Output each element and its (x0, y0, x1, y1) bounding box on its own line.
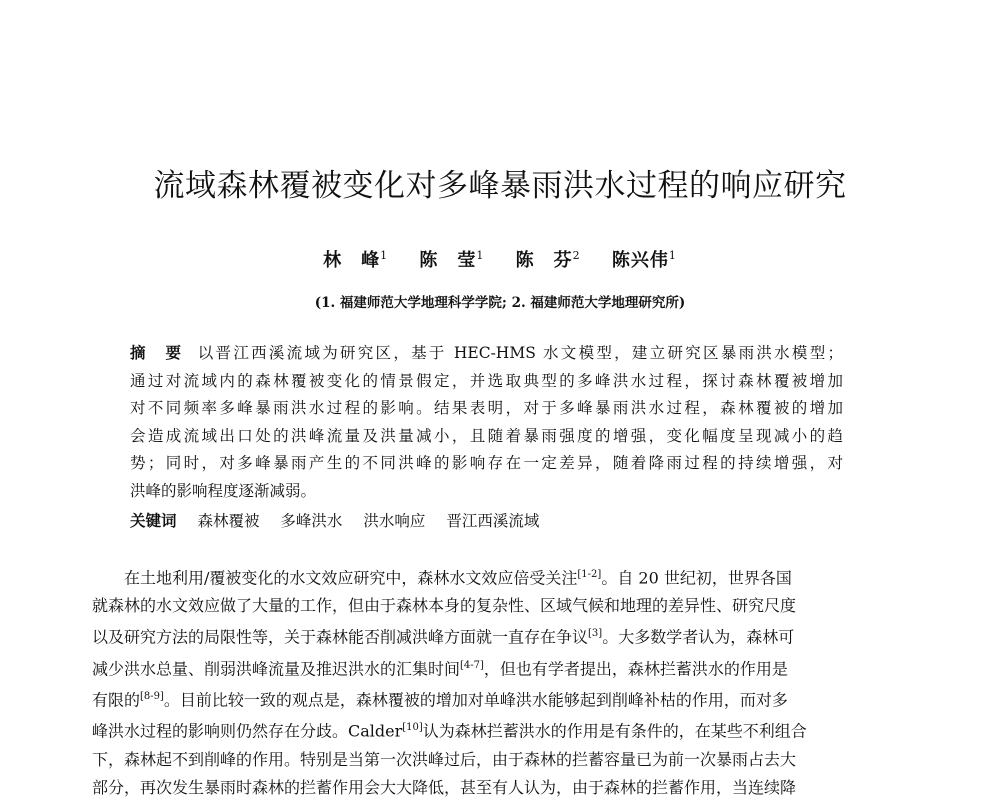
body-line: 就森林的水文效应做了大量的工作，但由于森林本身的复杂性、区域气候和地理的差异性、研究尺度 (92, 596, 797, 616)
abstract-line: 对不同频率多峰暴雨洪水过程的影响。结果表明，对于多峰暴雨洪水过程，森林覆被的增加 (130, 399, 843, 417)
citation: [1-2] (577, 569, 602, 580)
affiliation: (1. 福建师范大学地理科学学院; 2. 福建师范大学地理研究所) (314, 295, 686, 311)
citation: [3] (588, 628, 603, 640)
abstract-line: 会造成流域出口处的洪峰流量及洪量减小，且随着暴雨强度的增强，变化幅度呈现减小的趋 (130, 426, 843, 445)
keywords (130, 509, 539, 531)
abstract-label: 摘 要 (130, 344, 184, 362)
abstract-line: 摘 要 以晋江西溪流域为研究区，基于 HEC-HMS 水文模型，建立研究区暴雨洪水模型； (130, 344, 843, 362)
keyword: 洪水响应 (363, 512, 426, 530)
body-line: 以及研究方法的局限性等，关于森林能否削减洪峰方面就一直存在争议[3]。大多数学者认为，森林可 (92, 627, 795, 647)
abstract-line: 势；同时，对多峰暴雨产生的不同洪峰的影响存在一定差异，随着降雨过程的持续增强，对 (130, 454, 843, 472)
author-list (0, 246, 1000, 272)
author: 陈 芬$^2$ (515, 249, 581, 271)
keywords-label: 关键词 (130, 512, 177, 530)
citation: [4-7] (460, 659, 484, 671)
body-line: 减少洪水总量、削弱洪峰流量及推迟洪水的汇集时间[4-7]，但也有学者提出，森林拦蓄洪水的作用是 (92, 658, 788, 678)
citation: [10] (402, 722, 423, 734)
abstract-line: 通过对流域内的森林覆被变化的情景假定，并选取典型的多峰洪水过程，探讨森林覆被增加 (130, 371, 843, 390)
author: 陈 莹$^1$ (419, 249, 485, 271)
body-line: 下，森林起不到削峰的作用。特别是当第一次洪峰过后，由于森林的拦蓄容量已为前一次暴雨占去大 (92, 749, 797, 769)
body-line: 有限的[8-9]。目前比较一致的观点是，森林覆被的增加对单峰洪水能够起到削峰补枯的作用，而对多 (92, 690, 788, 710)
body-line: 在土地利用/覆被变化的水文效应研究中，森林水文效应倍受关注[1-2]。自 20 世纪初，世界各国 (124, 568, 792, 588)
author: 林 峰$^1$ (323, 249, 389, 271)
keyword: 晋江西溪流域 (446, 512, 540, 530)
citation: [8-9] (140, 690, 164, 702)
paper-title: 流域森林覆被变化对多峰暴雨洪水过程的响应研究 (153, 168, 847, 204)
keyword: 森林覆被 (197, 512, 260, 530)
body-line: 峰洪水过程的影响则仍然存在分歧。Calder[10]认为森林拦蓄洪水的作用是有条件的，在某些不利组合 (92, 721, 807, 741)
abstract (130, 340, 843, 505)
body-text (92, 561, 881, 802)
author: 陈兴伟$^1$ (611, 249, 677, 271)
abstract-line: 洪峰的影响程度逐渐减弱。 (130, 481, 317, 500)
keyword: 多峰洪水 (280, 512, 343, 530)
body-line: 部分，再次发生暴雨时森林的拦蓄作用会大大降低，甚至有人认为，由于森林的拦蓄作用，当连续降 (92, 777, 797, 797)
